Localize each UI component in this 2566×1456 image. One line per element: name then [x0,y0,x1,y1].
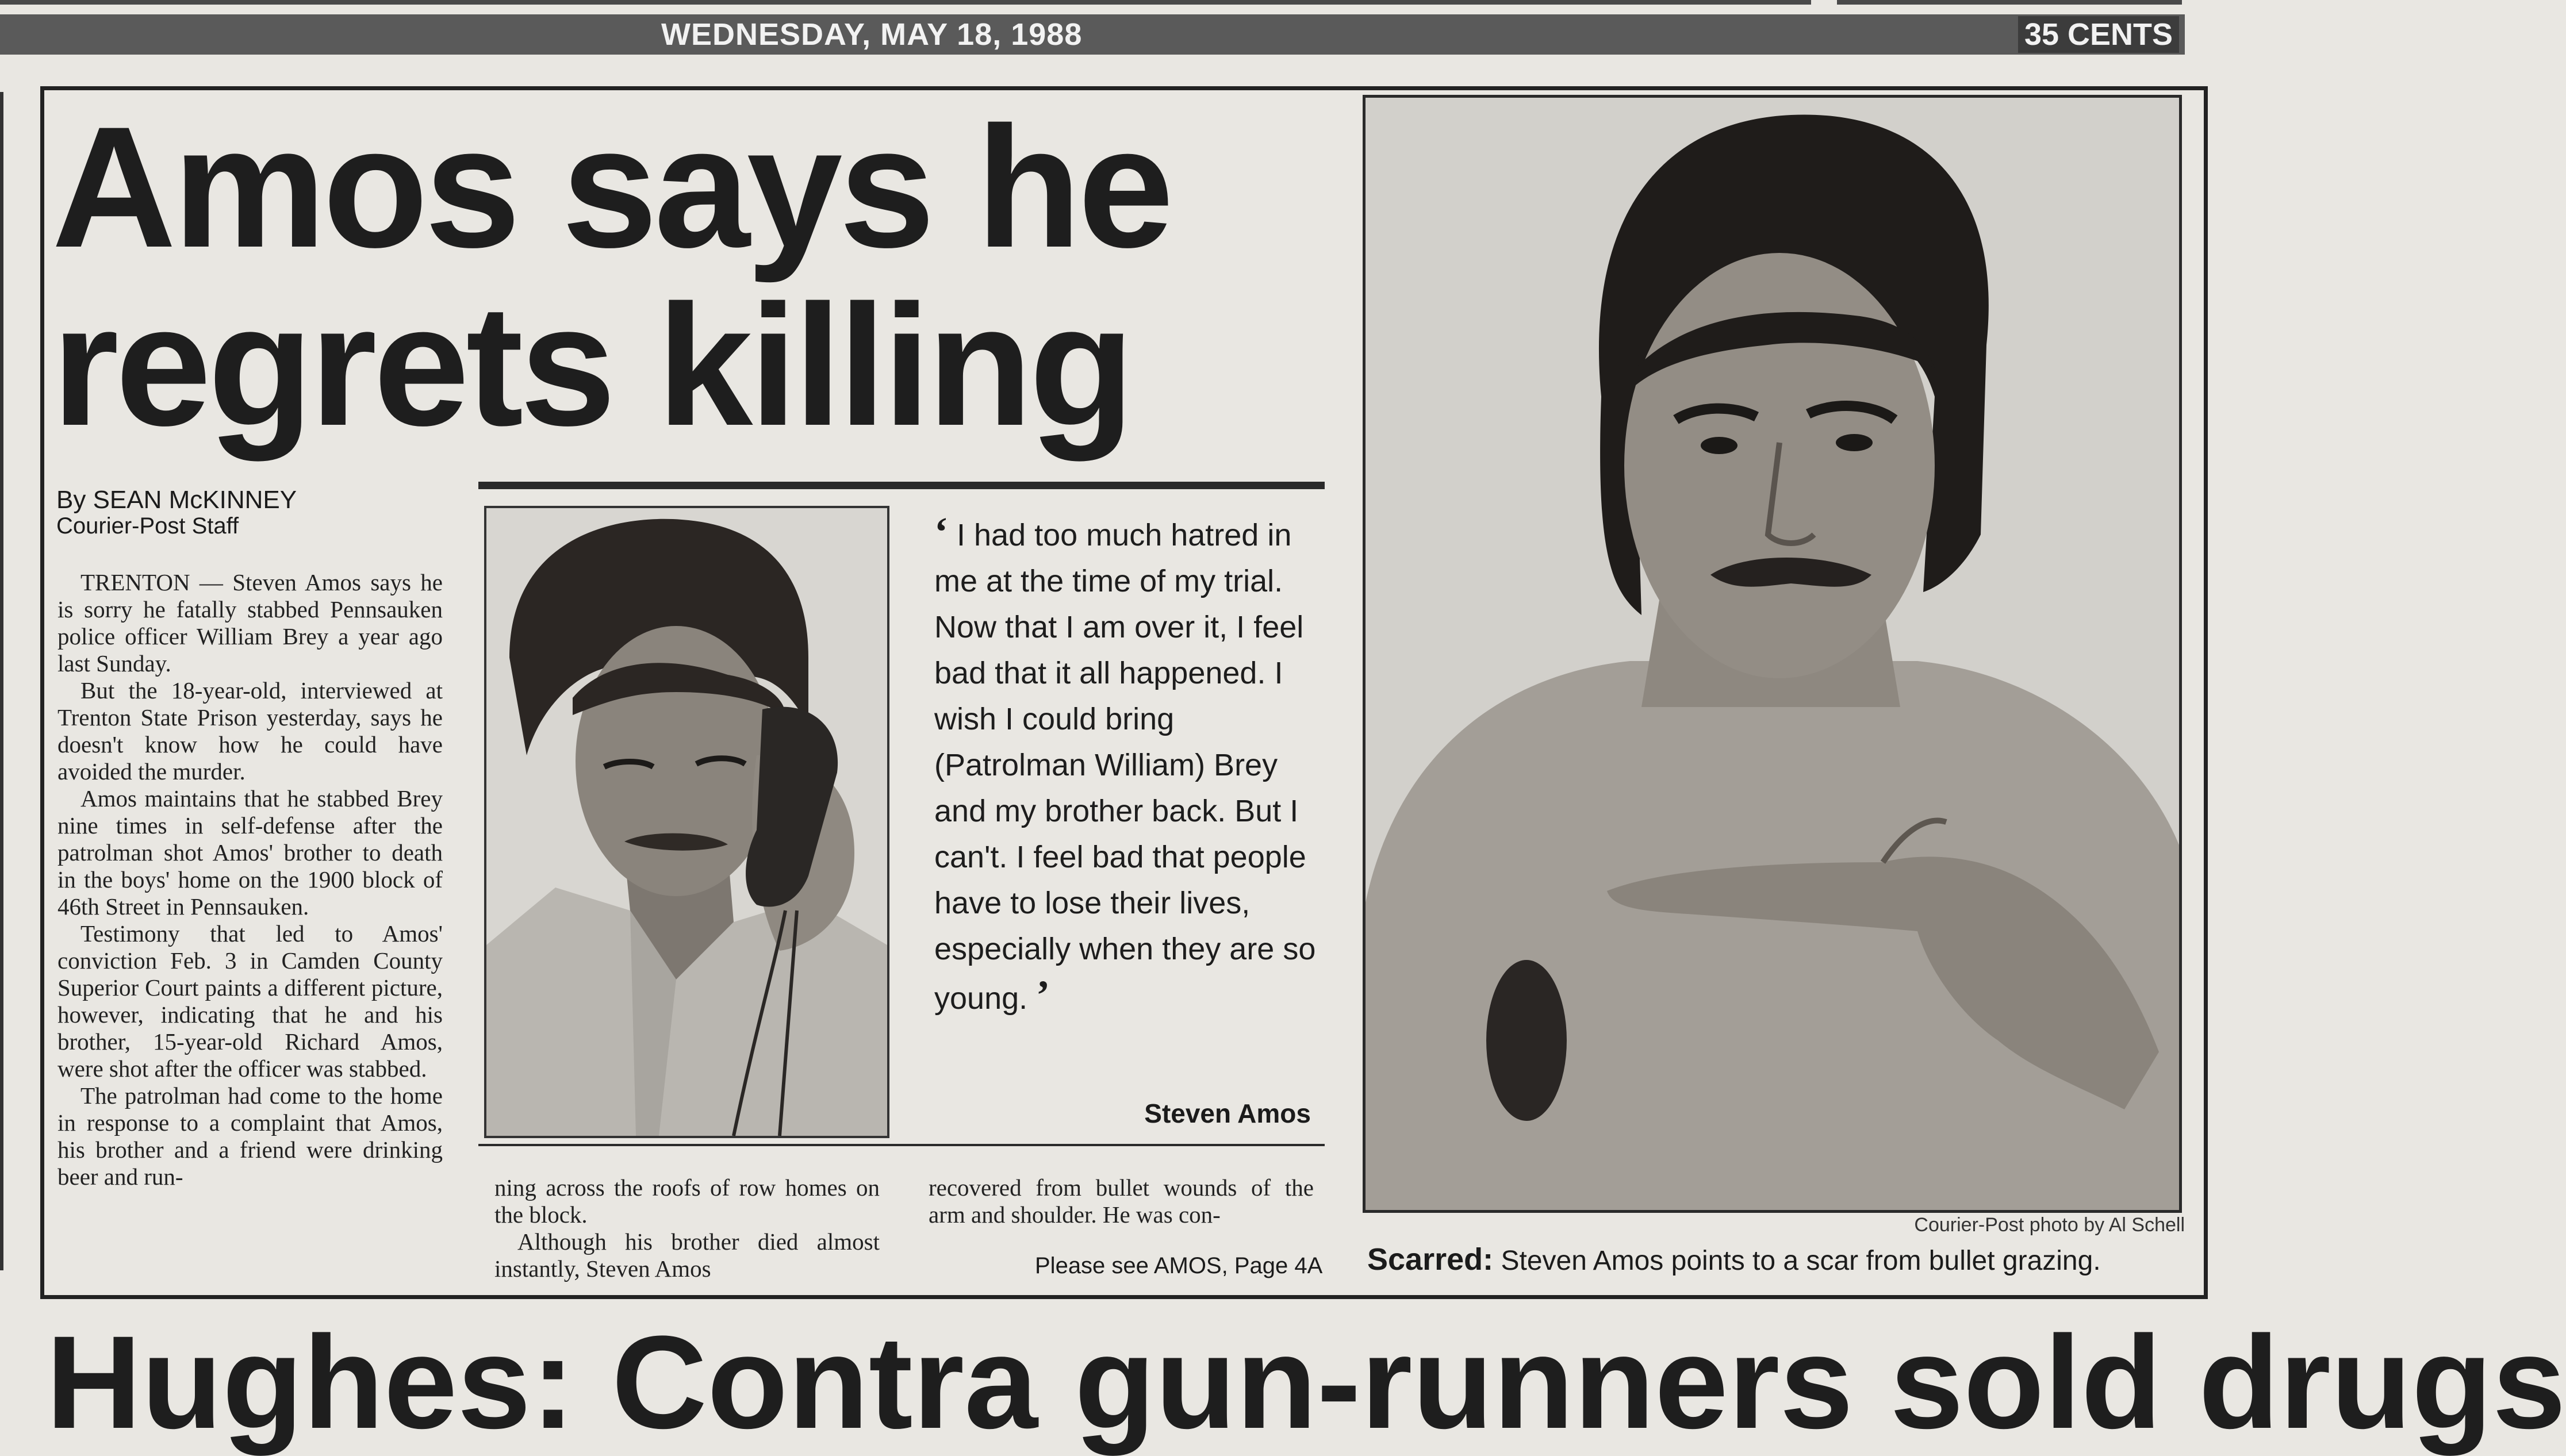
pull-quote-attribution: Steven Amos [1144,1098,1311,1128]
close-quote-mark: ’ [1036,972,1050,1018]
photo-credit: Courier-Post photo by Al Schell [1914,1214,2185,1236]
top-rule [1837,0,2182,5]
phone-call-photo [484,506,889,1138]
date-banner [0,14,2185,55]
top-rule [0,0,1811,5]
article-paragraph: TRENTON — Steven Amos says he is sorry he fatally stabbed Pennsauken police officer William Brey a year ago last Sunday. [57,569,443,677]
next-story-headline-text: Hughes: Contra gun-runners sold drugs [46,1308,2566,1456]
article-paragraph: But the 18-year-old, interviewed at Trenton State Prison yesterday, says he doesn't know how he could have avoided the murder. [57,677,443,785]
headline-line: Amos says he [52,90,1171,283]
article-paragraph: The patrolman had come to the home in response to a complaint that Amos, his brother and a friend were drinking beer and run- [57,1082,443,1190]
caption-lead: Scarred: [1367,1242,1494,1277]
article-column-2 [494,1174,880,1282]
column-rule [0,92,3,1270]
open-quote-mark: ‘ [934,509,948,555]
section-rule [478,1144,1325,1146]
issue-price: 35 CENTS [2018,16,2179,53]
article-paragraph: Amos maintains that he stabbed Brey nine times in self-defense after the patrolman shot Amos' brother to death in the boys' home on the 1900 block of 46th Street in Pennsauken. [57,785,443,920]
next-story-headline [46,1308,2566,1456]
caption-text: Steven Amos points to a scar from bullet grazing. [1501,1246,2101,1276]
article-paragraph: Although his brother died almost instantly, Steven Amos [494,1228,880,1282]
portrait-photo [1363,95,2182,1213]
photo-caption [1367,1242,2101,1277]
pull-quote [934,509,1325,1021]
headline-line: regrets killing [52,268,1132,462]
portrait-illustration [1366,98,2179,1210]
article-column-1 [57,569,443,1190]
pull-quote-text: I had too much hatred in me at the time of my trial. Now that I am over it, I feel bad that it all happened. I wish I could bring (Patrolman William) Brey and my brother back. But I can't. I feel bad that people have to lose their lives, especially when they are so young. [934,518,1316,1016]
phone-call-illustration [486,508,887,1136]
article-column-3 [929,1174,1314,1228]
article-paragraph: recovered from bullet wounds of the arm and shoulder. He was con- [929,1174,1314,1228]
continued-jump-line: Please see AMOS, Page 4A [1035,1253,1323,1278]
byline: By SEAN McKINNEY [56,486,297,514]
byline-affiliation: Courier-Post Staff [56,513,239,539]
issue-date: WEDNESDAY, MAY 18, 1988 [661,17,1083,52]
article-paragraph: ning across the roofs of row homes on the block. [494,1174,880,1228]
section-rule [478,482,1325,489]
article-paragraph: Testimony that led to Amos' conviction Feb. 3 in Camden County Superior Court paints a different picture, however, indicating that he and his brother, 15-year-old Richard Amos, were shot after the officer was stabbed. [57,920,443,1082]
